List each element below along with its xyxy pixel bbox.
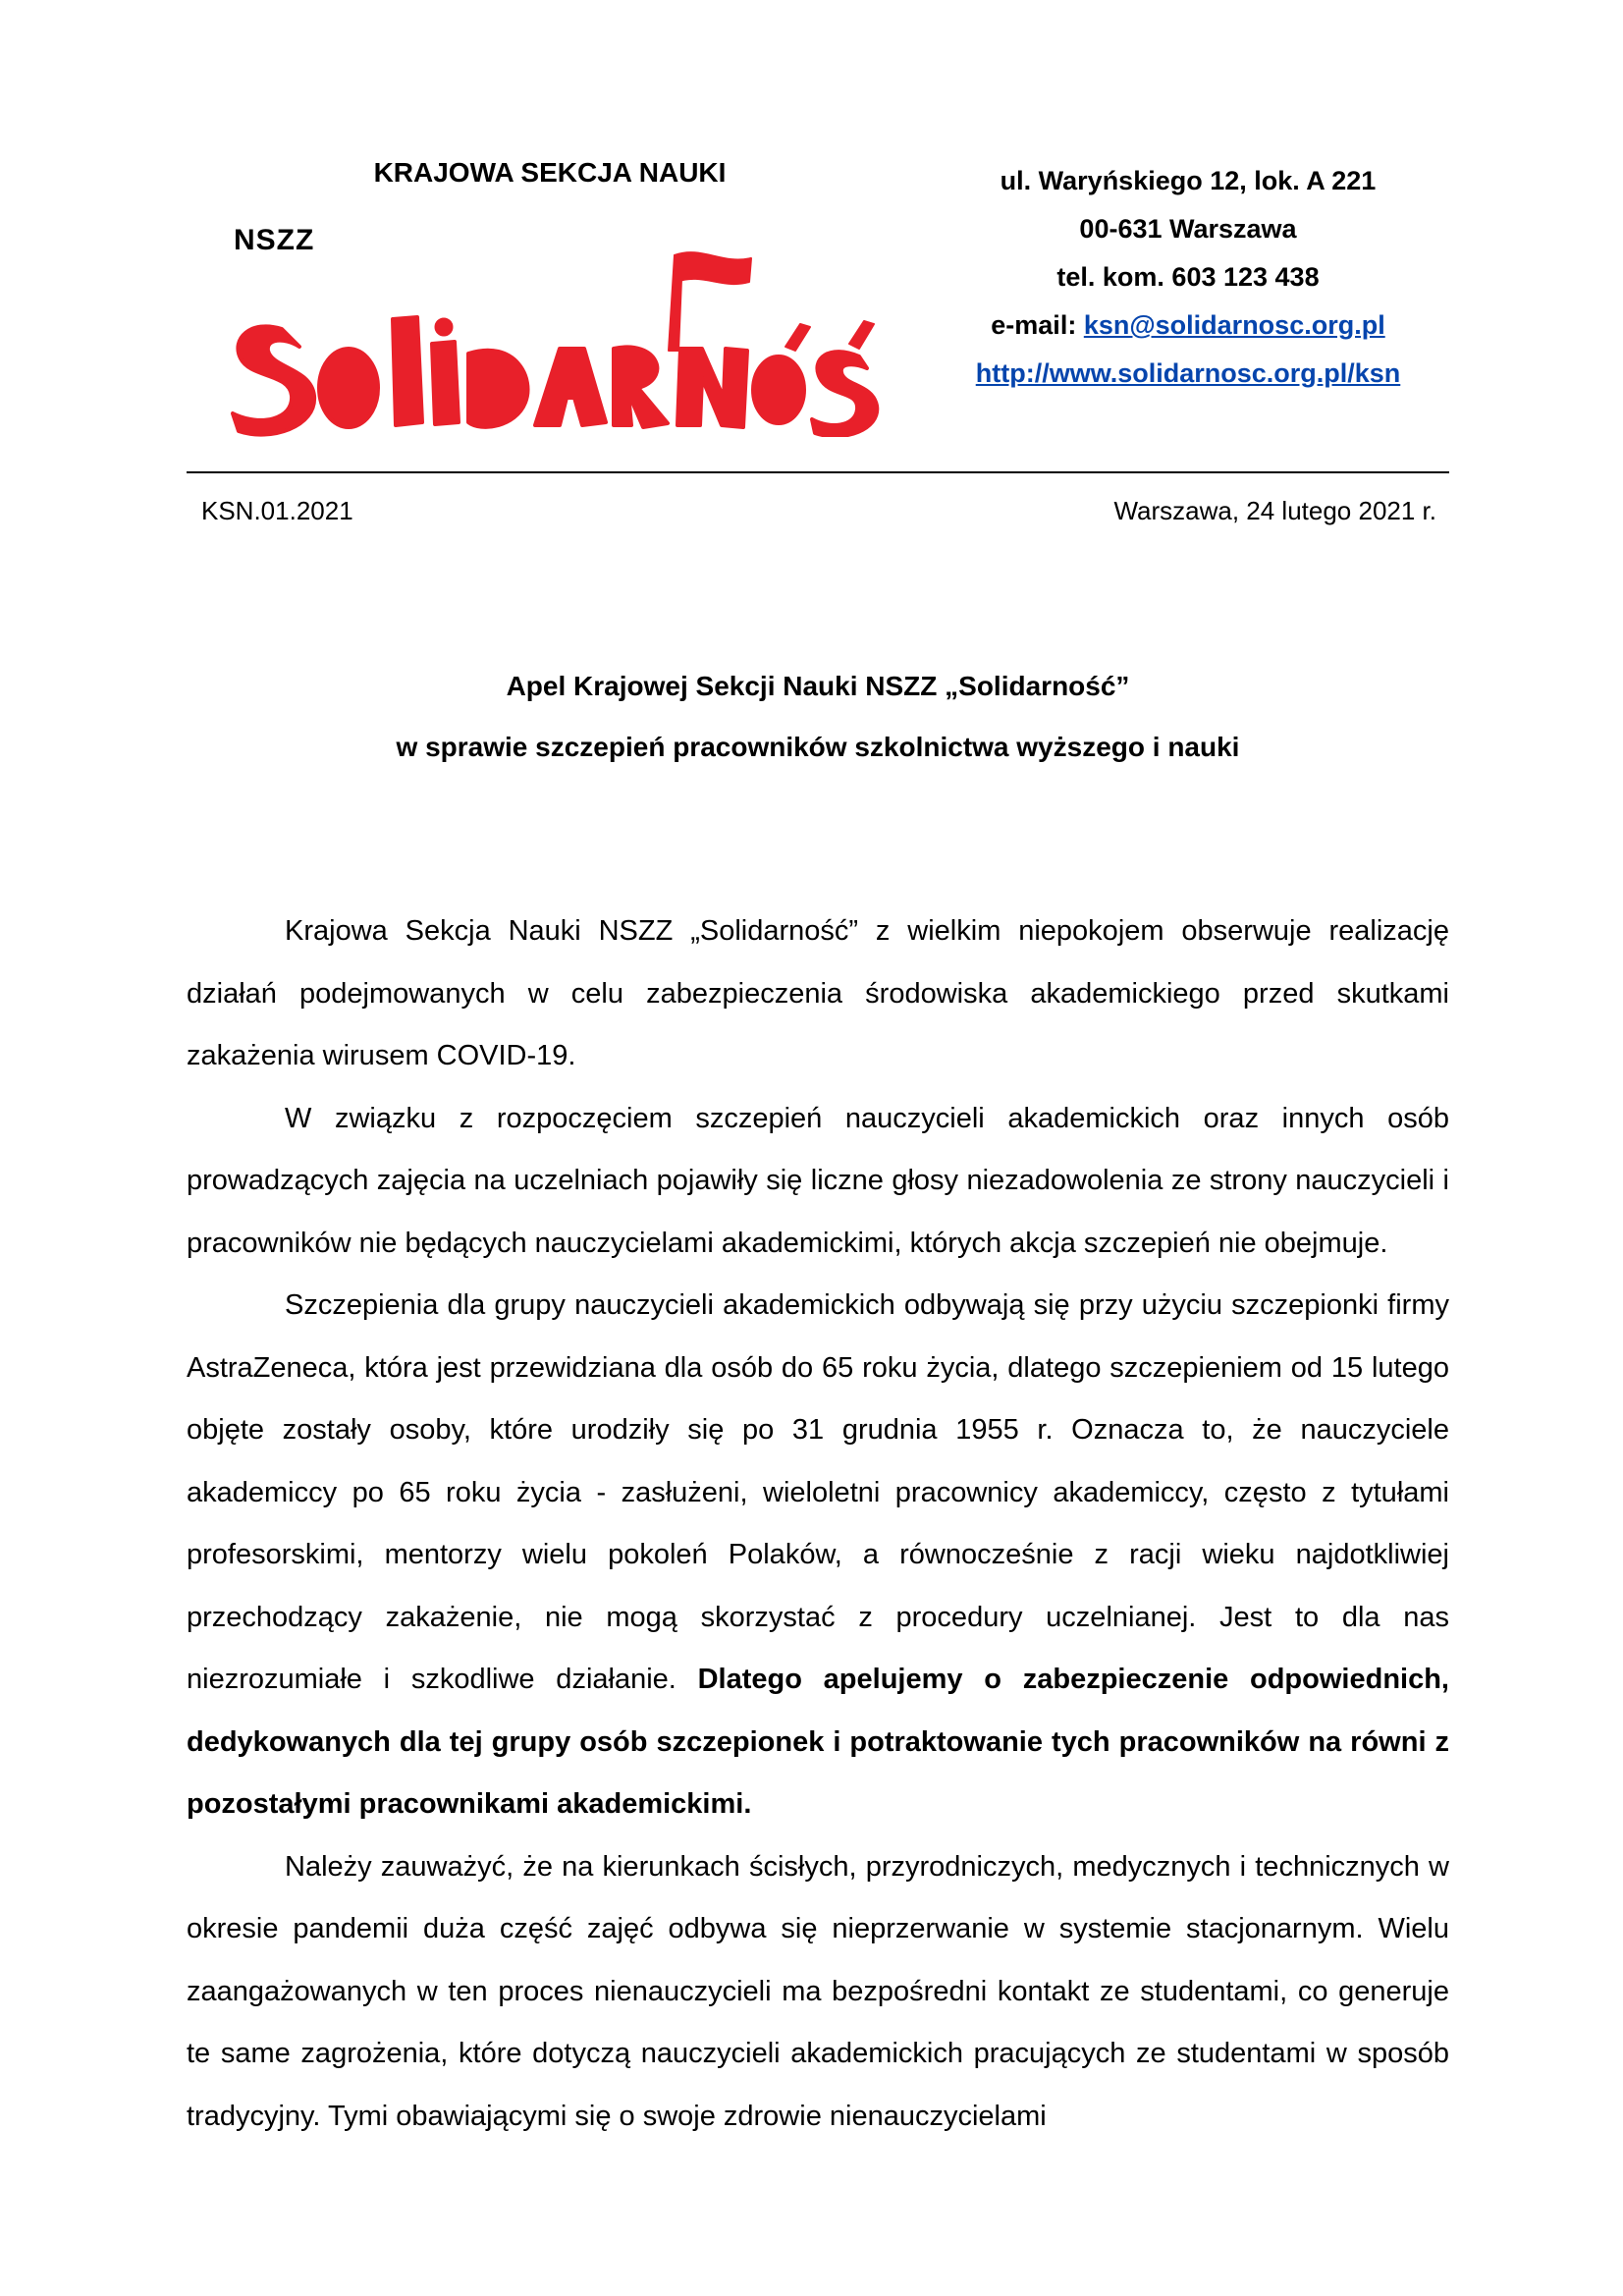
document-body: [187, 901, 1449, 2148]
email-link[interactable]: ksn@solidarnosc.org.pl: [1083, 310, 1385, 340]
paragraph-2: W związku z rozpoczęciem szczepień nauczycieli akademickich oraz innych osób prowadzących zajęcia na uczelniach pojawiły się liczne głosy niezadowolenia ze strony nauczycieli i pracowników nie będących nauczycielami akademickimi, których akcja szczepień nie obejmuje.: [187, 1102, 1449, 1259]
email-label: e-mail:: [991, 310, 1084, 340]
website-link[interactable]: http://www.solidarnosc.org.pl/ksn: [975, 358, 1401, 388]
document-date: Warszawa, 24 lutego 2021 r.: [1113, 496, 1436, 525]
paragraph-4: Należy zauważyć, że na kierunkach ścisłych, przyrodniczych, medycznych i technicznych w okresie pandemii duża część zajęć odbywa się nieprzerwanie w systemie stacjonarnym. Wielu zaangażowanych w ten proces nienauczycieli ma bezpośredni kontakt ze studentami, co generuje te same zagrożenia, które dotyczą nauczycieli akademickich pracujących ze studentami w sposób tradycyjny. Tymi obawiającymi się o swoje zdrowie nienauczycielami: [187, 1850, 1449, 2132]
solidarnosc-logo: [221, 241, 889, 437]
address-line2: 00-631 Warszawa: [1079, 214, 1297, 244]
paragraph-3-text: Szczepienia dla grupy nauczycieli akademickich odbywają się przy użyciu szczepionki firmy AstraZeneca, która jest przewidziana dla osób do 65 roku życia, dlatego szczepieniem od 15 lutego objęte zostały osoby, które urodziły się po 31 grudnia 1955 r. Oznacza to, że nauczyciele akademiccy po 65 roku życia - zasłużeni, wieloletni pracownicy akademiccy, często z tytułami profesorskimi, mentorzy wielu pokoleń Polaków, a równocześnie z racji wieku najdotkliwiej przechodzący zakażenie, nie mogą skorzystać z procedury uczelnianej. Jest to dla nas niezrozumiałe i szkodliwe działanie.: [187, 1289, 1449, 1695]
nszz-label: NSZZ: [234, 224, 315, 256]
paragraph-3-appeal: Dlatego apelujemy o zabezpieczenie odpowiednich, dedykowanych dla tej grupy osób szczepionek i potraktowanie tych pracowników na równi z pozostałymi pracownikami akademickimi.: [187, 1664, 1449, 1820]
email-row: [913, 301, 1463, 350]
header-divider: [187, 471, 1449, 473]
document-title: Apel Krajowej Sekcji Nauki NSZZ „Solidarność”: [506, 671, 1130, 701]
document-subtitle: w sprawie szczepień pracowników szkolnictwa wyższego i nauki: [396, 732, 1240, 762]
paragraph-3: [187, 1275, 1449, 1836]
contact-block: [913, 157, 1463, 398]
paragraph-1: Krajowa Sekcja Nauki NSZZ „Solidarność” z wielkim niepokojem obserwuje realizację działań podejmowanych w celu zabezpieczenia środowiska akademickiego przed skutkami zakażenia wirusem COVID-19.: [187, 915, 1449, 1071]
address-line1: ul. Waryńskiego 12, lok. A 221: [1000, 166, 1377, 195]
reference-number: KSN.01.2021: [201, 496, 353, 525]
website-row: [913, 350, 1463, 398]
section-name: KRAJOWA SEKCJA NAUKI: [373, 157, 727, 188]
phone: tel. kom. 603 123 438: [1056, 262, 1320, 292]
